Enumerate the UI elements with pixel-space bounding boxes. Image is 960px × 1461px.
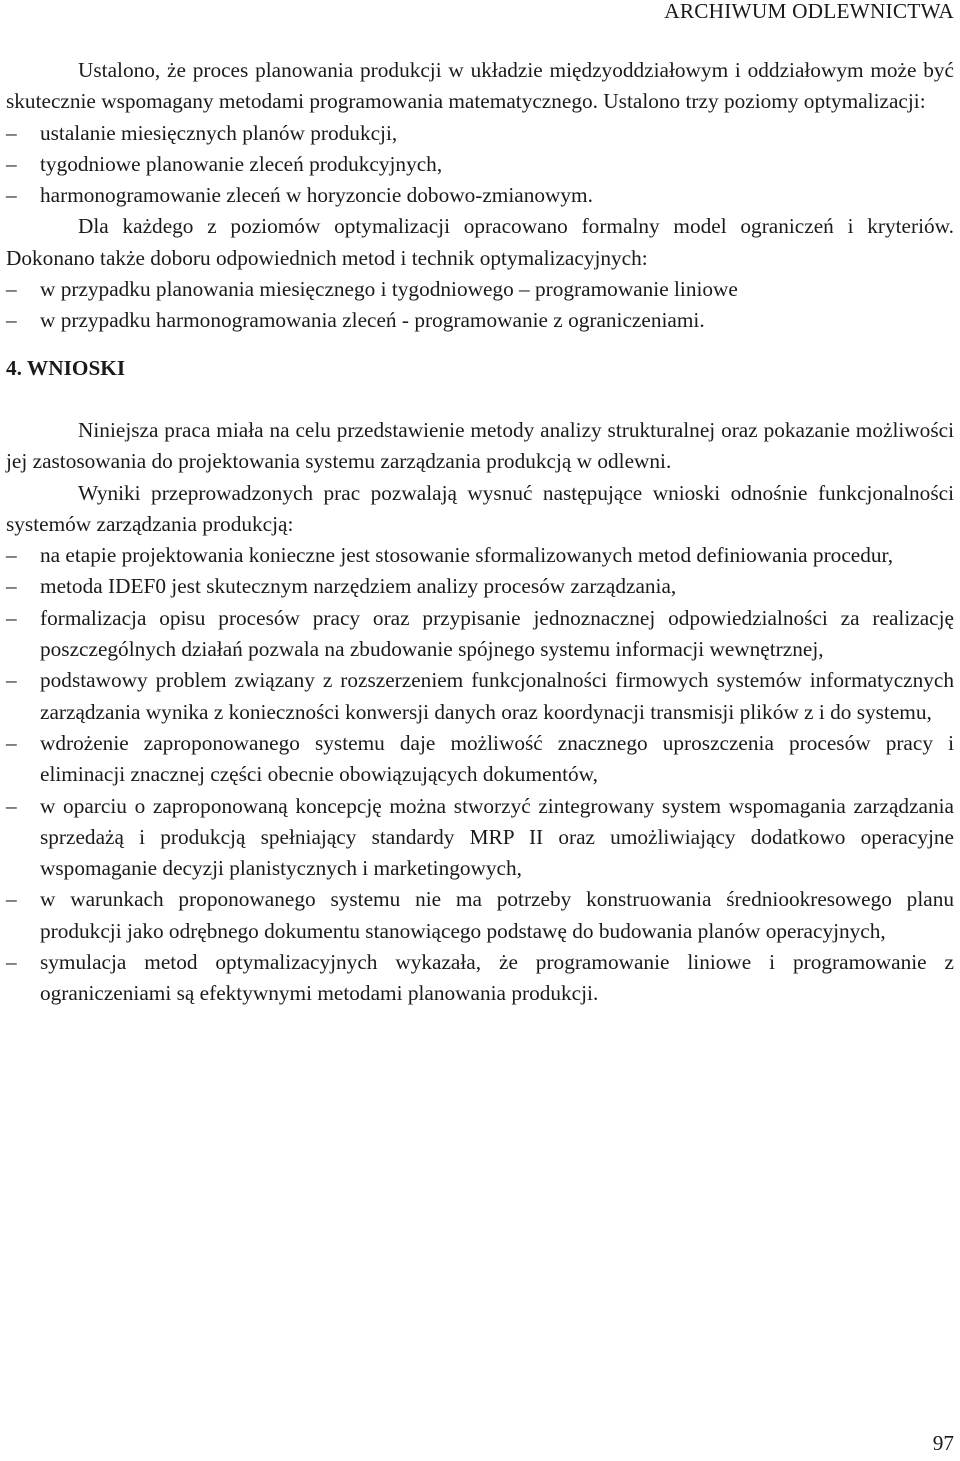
conclusions-list xyxy=(6,540,954,1009)
methods-list xyxy=(6,274,954,337)
list-item: – w przypadku planowania miesięcznego i tygodniowego – programowanie liniowe xyxy=(6,274,954,305)
list-item: – w warunkach proponowanego systemu nie ma potrzeby konstruowania średniookresowego planu produkcji jako odrębnego dokumentu stanowiącego podstawę do budowania planów operacyjnych, xyxy=(6,884,954,947)
intro-paragraph: Ustalono, że proces planowania produkcji w układzie międzyoddziałowym i oddziałowym może być skutecznie wspomagany metodami programowania matematycznego. Ustalono trzy poziomy optymalizacji: xyxy=(6,58,954,114)
optimization-levels-list xyxy=(6,118,954,212)
list-item: – podstawowy problem związany z rozszerzeniem funkcjonalności firmowych systemów informatycznych zarządzania wynika z konieczności konwersji danych oraz koordynacji transmisji plików z i do systemu, xyxy=(6,665,954,728)
dash-marker: – xyxy=(6,730,17,755)
running-header: ARCHIWUM ODLEWNICTWA xyxy=(664,0,954,23)
dash-marker: – xyxy=(6,887,17,912)
list-item: – na etapie projektowania konieczne jest stosowanie sformalizowanych metod definiowania procedur, xyxy=(6,540,954,571)
dash-marker: – xyxy=(6,183,17,208)
dash-marker: – xyxy=(6,950,17,975)
list-item: – w oparciu o zaproponowaną koncepcję można stworzyć zintegrowany system wspomagania zarządzania sprzedażą i produkcją spełniający standardy MRP II oraz umożliwiający dodatkowo operacyjne wspomaganie decyzji planistycznych i marketingowych, xyxy=(6,791,954,885)
conclusions-paragraph-2: Wyniki przeprowadzonych prac pozwalają wysnuć następujące wnioski odnośnie funkcjonalności systemów zarządzania produkcją: xyxy=(6,480,954,536)
model-paragraph: Dla każdego z poziomów optymalizacji opracowano formalny model ograniczeń i kryteriów. Dokonano także doboru odpowiednich metod i technik optymalizacyjnych: xyxy=(6,214,954,270)
page-number: 97 xyxy=(932,1431,954,1455)
dash-marker: – xyxy=(6,543,17,568)
dash-marker: – xyxy=(6,793,17,818)
dash-marker: – xyxy=(6,120,17,145)
dash-marker: – xyxy=(6,277,17,302)
list-item: – ustalanie miesięcznych planów produkcji, xyxy=(6,118,954,149)
dash-marker: – xyxy=(6,308,17,333)
list-item: – wdrożenie zaproponowanego systemu daje możliwość znacznego uproszczenia procesów pracy i eliminacji znacznej części obecnie obowiązujących dokumentów, xyxy=(6,728,954,791)
page-body xyxy=(6,55,954,1010)
section-heading: 4. WNIOSKI xyxy=(6,355,126,380)
dash-marker: – xyxy=(6,668,17,693)
dash-marker: – xyxy=(6,605,17,630)
dash-marker: – xyxy=(6,151,17,176)
list-item: – tygodniowe planowanie zleceń produkcyjnych, xyxy=(6,149,954,180)
list-item: – symulacja metod optymalizacyjnych wykazała, że programowanie liniowe i programowanie z ograniczeniami są efektywnymi metodami planowania produkcji. xyxy=(6,947,954,1010)
list-item: – harmonogramowanie zleceń w horyzoncie dobowo-zmianowym. xyxy=(6,180,954,211)
conclusions-paragraph-1: Niniejsza praca miała na celu przedstawienie metody analizy strukturalnej oraz pokazanie możliwości jej zastosowania do projektowania systemu zarządzania produkcją w odlewni. xyxy=(6,417,954,474)
dash-marker: – xyxy=(6,574,17,599)
list-item: – w przypadku harmonogramowania zleceń - programowanie z ograniczeniami. xyxy=(6,305,954,336)
list-item: – metoda IDEF0 jest skutecznym narzędziem analizy procesów zarządzania, xyxy=(6,571,954,602)
list-item: – formalizacja opisu procesów pracy oraz przypisanie jednoznacznej odpowiedzialności za realizację poszczególnych działań pozwala na zbudowanie spójnego systemu informacji wewnętrznej, xyxy=(6,603,954,666)
